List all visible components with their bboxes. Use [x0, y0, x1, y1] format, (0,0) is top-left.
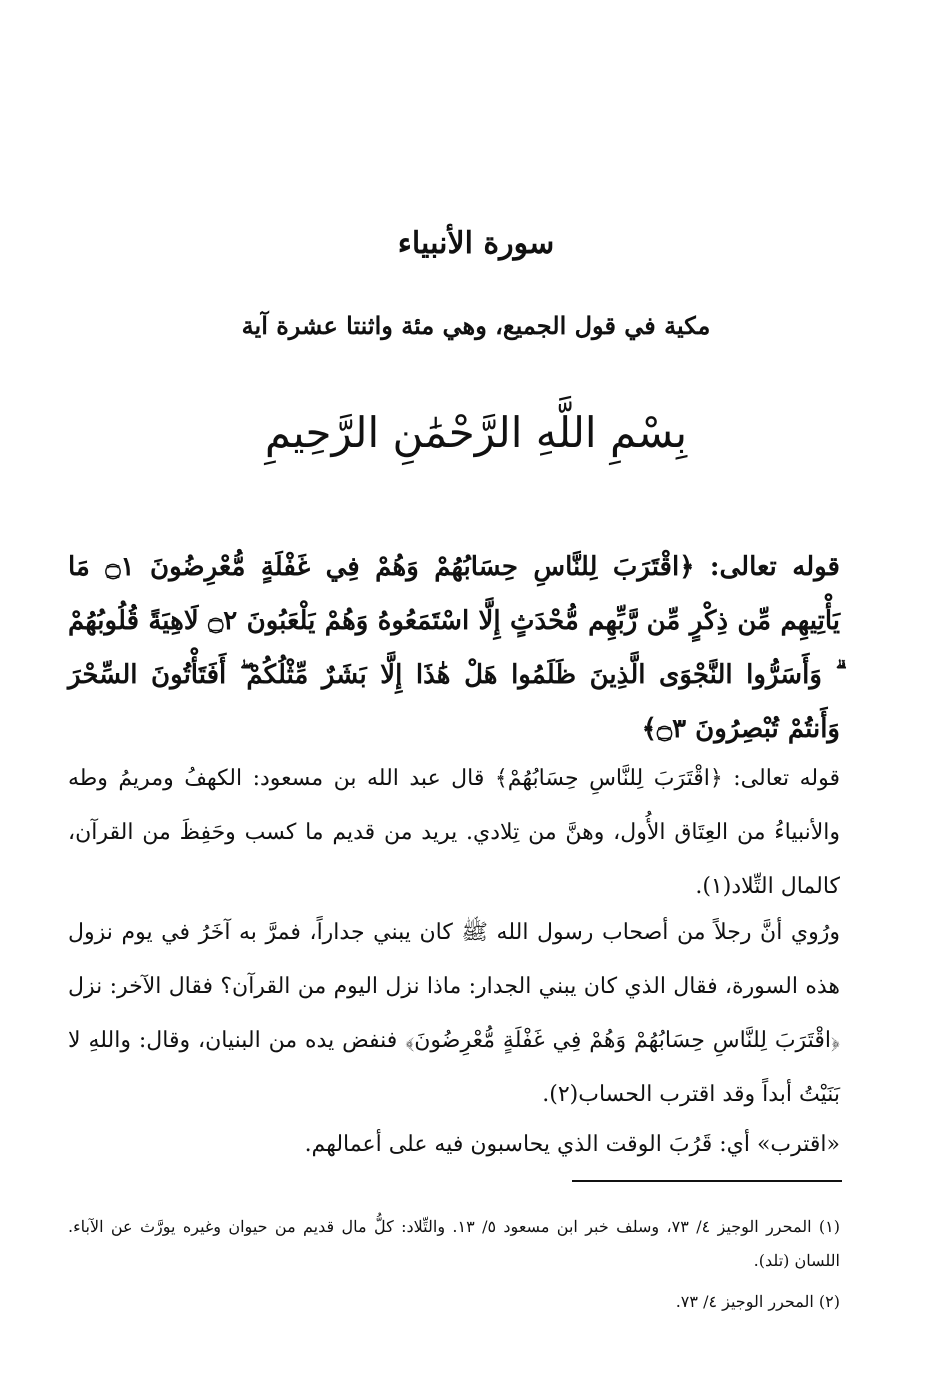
footnote-2: (٢) المحرر الوجيز ٤/ ٧٣.	[675, 1292, 840, 1311]
verses-text: ﴿اقْتَرَبَ لِلنَّاسِ حِسَابُهُمْ وَهُمْ فِي غَفْلَةٍ مُّعْرِضُونَ ۝١ مَا يَأْتِيهِم مِّن ذِكْرٍ مِّن رَّبِّهِم مُّحْدَثٍ إِلَّا اسْتَمَعُوهُ وَهُمْ يَلْعَبُونَ ۝٢ لَاهِيَةً قُلُوبُهُمْ ۗ وَأَسَرُّوا النَّجْوَى الَّذِينَ ظَلَمُوا هَلْ هَٰذَا إِلَّا بَشَرٌ مِّثْلُكُمْ ۖ أَفَتَأْتُونَ السِّحْرَ وَأَنتُمْ تُبْصِرُونَ ۝٣﴾	[68, 552, 841, 744]
quran-verses-block	[68, 540, 840, 756]
footnote-1: (١) المحرر الوجيز ٤/ ٧٣، وسلف خبر ابن مسعود ٥/ ١٣. والتِّلاد: كلُّ مال قديم من حيوان وغيره يورَّث عن الآباء. اللسان (تلد).	[68, 1217, 840, 1270]
surah-title: سورة الأنبياء	[397, 226, 555, 261]
surah-subtitle: مكية في قول الجميع، وهي مئة واثنتا عشرة آية	[241, 311, 711, 340]
basmala: بِسْمِ اللَّهِ الرَّحْمَٰنِ الرَّحِيمِ	[264, 408, 688, 457]
commentary-paragraph-1: قوله تعالى: ﴿اقْتَرَبَ لِلنَّاسِ حِسَابُهُمْ﴾ قال عبد الله بن مسعود: الكهفُ ومريمُ وطه والأنبياءُ من العِتَاق الأُول، وهنَّ من تِلادي. يريد من قديم ما كسب وحَفِظَ من القرآن، كالمال التِّلاد(١).	[68, 766, 840, 899]
verses-lead: قوله تعالى:	[709, 552, 840, 582]
footnote-separator	[572, 1180, 842, 1182]
commentary-paragraph-3: «اقترب» أي: قَرُبَ الوقت الذي يحاسبون فيه على أعمالهم.	[304, 1132, 840, 1157]
commentary-paragraph-2: ورُوي أنَّ رجلاً من أصحاب رسول الله ﷺ كان يبني جداراً، فمرَّ به آخَرُ في يوم نزول هذه السورة، فقال الذي كان يبني الجدار: ماذا نزل اليوم من القرآن؟ فقال الآخر: نزل ﴿اقْتَرَبَ لِلنَّاسِ حِسَابُهُمْ وَهُمْ فِي غَفْلَةٍ مُّعْرِضُونَ﴾ فنفض يده من البنيان، وقال: واللهِ لا بَنَيْتُ أبداً وقد اقترب الحساب(٢).	[68, 920, 840, 1107]
